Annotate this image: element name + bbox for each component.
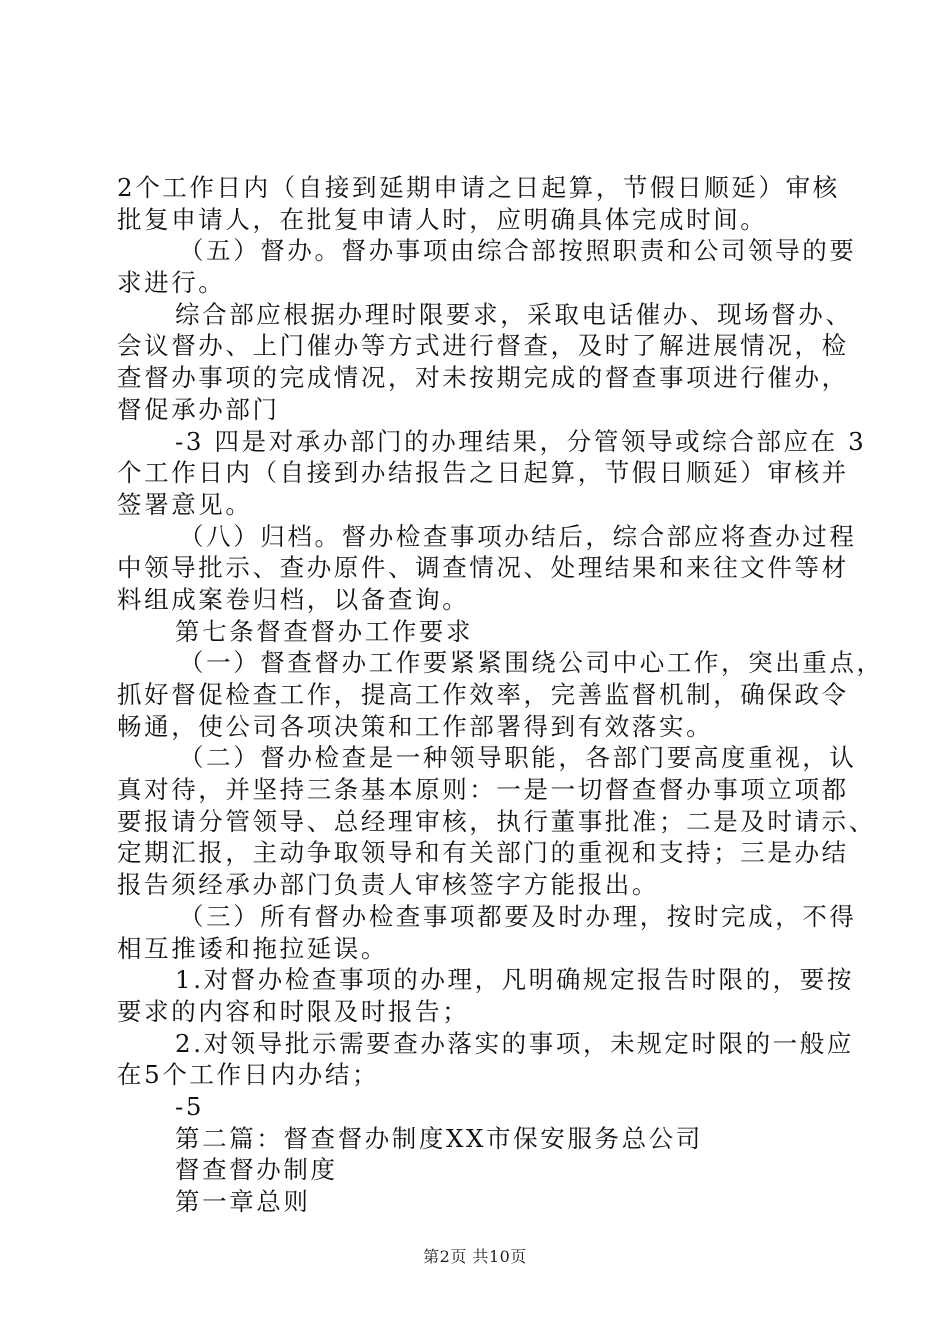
text-line: 相互推诿和拖拉延误。 [117, 933, 388, 963]
text-line: 求进行。 [117, 268, 226, 298]
text-line: （一）督查督办工作要紧紧围绕公司中心工作，突出重点， [179, 648, 884, 678]
text-line: 抓好督促检查工作，提高工作效率，完善监督机制，确保政令 [117, 680, 849, 709]
text-line: （五）督办。督办事项由综合部按照职责和公司领导的要 [179, 236, 857, 266]
text-line: （三）所有督办检查事项都要及时办理，按时完成，不得 [179, 901, 857, 931]
text-line: 中领导批示、查办原件、调查情况、处理结果和来往文件等材 [117, 553, 849, 583]
text-line: 第七条督查督办工作要求 [175, 616, 474, 646]
text-line: 要报请分管领导、总经理审核，执行董事批准；二是及时请示、 [117, 806, 876, 836]
text-line: -5 [175, 1091, 205, 1121]
text-line: 2个工作日内（自接到延期申请之日起算，节假日顺延）审核 [117, 173, 840, 202]
text-line: 督促承办部门 [117, 394, 280, 424]
text-line: 批复申请人，在批复申请人时，应明确具体完成时间。 [117, 204, 768, 234]
text-line: 综合部应根据办理时限要求，采取电话催办、现场督办、 [175, 299, 853, 329]
text-line: 第一章总则 [175, 1187, 311, 1216]
text-line: 个工作日内（自接到办结报告之日起算，节假日顺延）审核并 [117, 458, 849, 488]
text-line: 督查督办制度 [175, 1155, 338, 1185]
text-line: 真对待，并坚持三条基本原则：一是一切督查督办事项立项都 [117, 775, 849, 805]
text-line: 定期汇报，主动争取领导和有关部门的重视和支持；三是办结 [117, 838, 849, 868]
page-number-footer: 第2页 共10页 [423, 1247, 527, 1266]
text-line: 料组成案卷归档，以备查询。 [117, 584, 470, 614]
text-line: 在5个工作日内办结； [117, 1060, 380, 1090]
text-line: （八）归档。督办检查事项办结后，综合部应将查办过程 [179, 521, 857, 551]
document-body [117, 172, 884, 1218]
text-line: -3 四是对承办部门的办理结果，分管领导或综合部应在 3 [175, 426, 867, 456]
text-line: 签署意见。 [117, 489, 253, 519]
text-line: 1.对督办检查事项的办理，凡明确规定报告时限的，要按 [175, 965, 854, 995]
text-line: 第二篇：督查督办制度XX市保安服务总公司 [175, 1123, 703, 1153]
text-line: 报告须经承办部门负责人审核签字方能报出。 [117, 870, 659, 900]
text-line: 会议督办、上门催办等方式进行督查，及时了解进展情况，检 [117, 331, 849, 361]
text-line: 查督办事项的完成情况，对未按期完成的督查事项进行催办， [117, 363, 849, 393]
text-line: 2.对领导批示需要查办落实的事项，未规定时限的一般应 [175, 1028, 854, 1058]
text-line: 畅通，使公司各项决策和工作部署得到有效落实。 [117, 711, 714, 741]
text-line: （二）督办检查是一种领导职能，各部门要高度重视，认 [179, 743, 857, 773]
text-line: 要求的内容和时限及时报告； [117, 996, 470, 1026]
